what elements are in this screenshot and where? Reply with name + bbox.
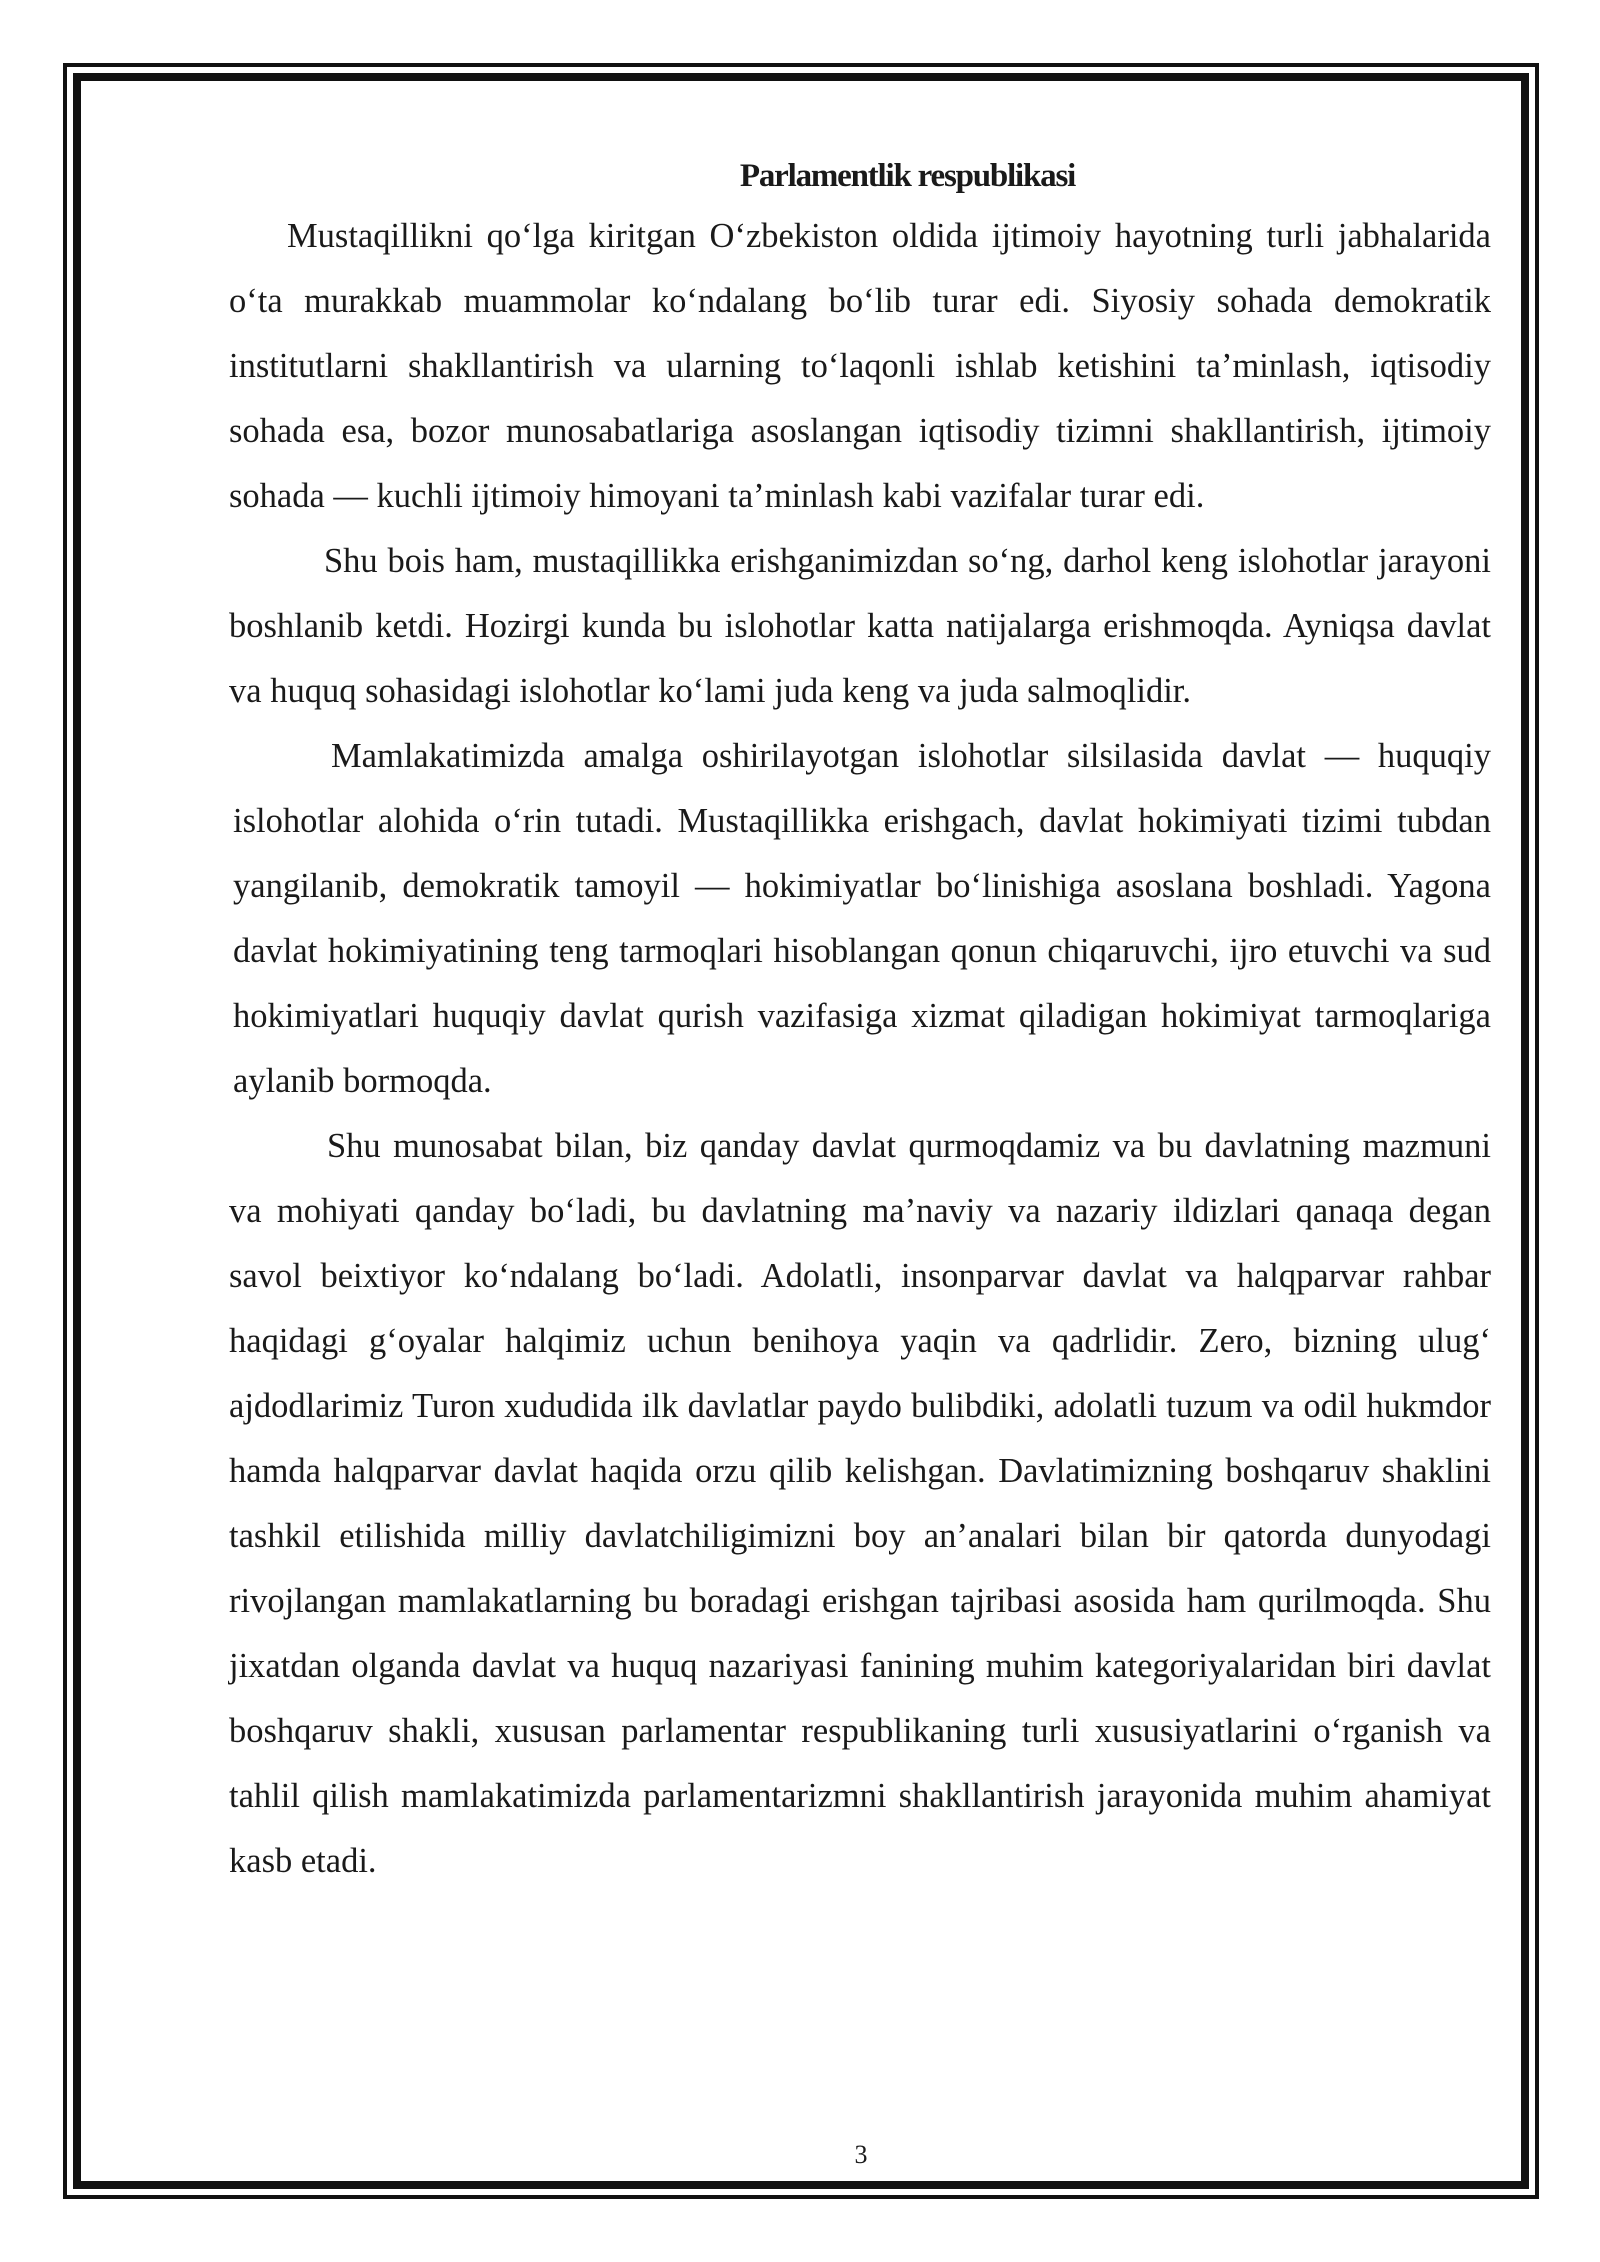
document-title: Parlamentlik respublikasi: [739, 158, 1076, 194]
paragraph-2: Shu bois ham, mustaqillikka erishganimizdan so‘ng, darhol keng islohotlar jarayoni boshlanib ketdi. Hozirgi kunda bu islohotlar katta natijalarga erishmoqda. Ayniqsa davlat va huquq sohasidagi islohotlar ko‘lami juda keng va juda salmoqlidir.: [229, 542, 1491, 710]
paragraph-3: Mamlakatimizda amalga oshirilayotgan islohotlar silsilasida davlat — huquqiy islohotlar alohida o‘rin tutadi. Mustaqillikka erishgach, davlat hokimiyati tizimi tubdan yangilanib, demokratik tamoyil — hokimiyatlar bo‘linishiga asoslana boshladi. Yagona davlat hokimiyatining teng tarmoqlari hisoblangan qonun chiqaruvchi, ijro etuvchi va sud hokimiyatlari huquqiy davlat qurish vazifasiga xizmat qiladigan hokimiyat tarmoqlariga aylanib bormoqda.: [233, 737, 1491, 1100]
page-number: 3: [854, 2140, 868, 2169]
paragraph-1: Mustaqillikni qo‘lga kiritgan O‘zbekiston oldida ijtimoiy hayotning turli jabhalarida o‘ta murakkab muammolar ko‘ndalang bo‘lib turar edi. Siyosiy sohada demokratik institutlarni shakllantirish va ularning to‘laqonli ishlab ketishini ta’minlash, iqtisodiy sohada esa, bozor munosabatlariga asoslangan iqtisodiy tizimni shakllantirish, ijtimoiy sohada — kuchli ijtimoiy himoyani ta’minlash kabi vazifalar turar edi.: [229, 217, 1491, 515]
paragraph-4: Shu munosabat bilan, biz qanday davlat qurmoqdamiz va bu davlatning mazmuni va mohiyati qanday bo‘ladi, bu davlatning ma’naviy va nazariy ildizlari qanaqa degan savol beixtiyor ko‘ndalang bo‘ladi. Adolatli, insonparvar davlat va halqparvar rahbar haqidagi g‘oyalar halqimiz uchun benihoya yaqin va qadrlidir. Zero, bizning ulug‘ ajdodlarimiz Turon xududida ilk davlatlar paydo bulibdiki, adolatli tuzum va odil hukmdor hamda halqparvar davlat haqida orzu qilib kelishgan. Davlatimizning boshqaruv shaklini tashkil etilishida milliy davlatchiligimizni boy an’analari bilan bir qatorda dunyodagi rivojlangan mamlakatlarning bu boradagi erishgan tajribasi asosida ham qurilmoqda. Shu jixatdan olganda davlat va huquq nazariyasi fanining muhim kategoriyalaridan biri davlat boshqaruv shakli, xususan parlamentar respublikaning turli xususiyatlarini o‘rganish va tahlil qilish mamlakatimizda parlamentarizmni shakllantirish jarayonida muhim ahamiyat kasb etadi.: [229, 1127, 1491, 1880]
document-body: [229, 150, 1491, 1894]
